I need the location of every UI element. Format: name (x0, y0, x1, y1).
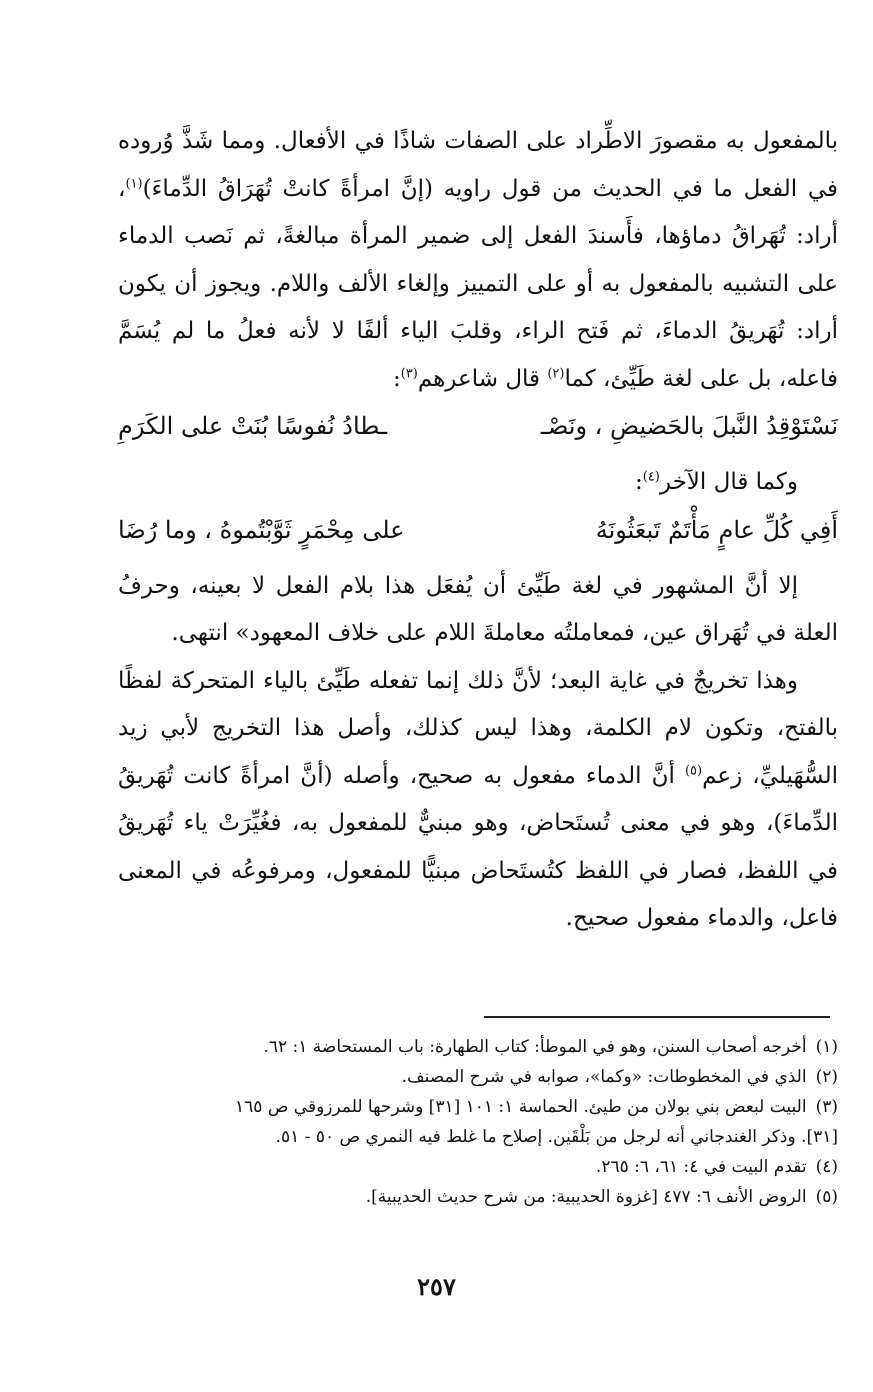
verse-second-hemistich: على مِحْمَرٍ ثَوَّبْتُموهُ ، وما رُضَا (118, 515, 405, 544)
footnote (118, 1182, 838, 1212)
verse-intro-text: : (634, 469, 643, 495)
main-text (118, 118, 838, 943)
footnote-number: (٥) (815, 1187, 838, 1207)
footnote-ref[interactable]: (٤) (642, 469, 660, 485)
paragraph-text: بالمفعول به مقصورَ الاطِّراد على الصفات شاذًا في الأفعال. ومما شَذَّ وُروده في الفعل ما في الحديث من قول راويه (إنَّ امرأةً كانتْ تُهَرَاقُ الدِّماءَ) (118, 128, 838, 202)
verse-first-hemistich: نَسْتَوْقِدُ النَّبلَ بالحَضيضِ ، ونَصْـ (540, 412, 838, 440)
paragraph-text: أنَّ الدماء مفعول به صحيح، وأصله (أنَّ امرأةً كانت تُهَريقُ الدِّماءَ)، وهو في معنى تُستَحاض، وهو مبنيٌّ للمفعول به، فغُيِّرَتْ ياء تُهَريقُ في اللفظ، فصار في اللفظ كتُستَحاض مبنيًّا للمفعول، ومرفوعُه في المعنى فاعل، والدماء مفعول صحيح. (118, 762, 838, 931)
paragraph-text: : (392, 365, 401, 392)
footnote-ref[interactable]: (٥) (684, 762, 703, 778)
footnote-number: (١) (815, 1037, 838, 1057)
footnote-ref[interactable]: (٣) (400, 365, 418, 381)
footnote-text: تقدم البيت في ٤: ٦١، ٦: ٢٦٥. (595, 1157, 807, 1177)
verse-intro (118, 459, 838, 507)
paragraph: إلا أنَّ المشهور في لغة طَيِّئ أن يُفعَل هذا بلام الفعل لا بعينه، وحرفُ العلة في تُهَراق عين، فمعاملتُه معاملةَ اللام على خلاف المعهود» انتهى. (118, 572, 838, 646)
footnote (118, 1092, 838, 1122)
paragraph (118, 118, 838, 403)
footnote-divider (484, 1016, 830, 1018)
paragraph-text: قال شاعرهم (417, 365, 548, 392)
paragraph (118, 658, 838, 943)
footnote-ref[interactable]: (١) (125, 175, 143, 191)
footnote-continuation: [٣١]. وذكر الغندجاني أنه لرجل من بَلْقَين. إصلاح ما غلط فيه النمري ص ٥٠ - ٥١. (275, 1127, 838, 1147)
footnote (118, 1062, 838, 1092)
verse-1 (118, 403, 838, 459)
footnote-text: الروض الأنف ٦: ٤٧٧ [غزوة الحديبية: من شرح حديث الحديبية]. (365, 1187, 807, 1207)
footnote-number: (٤) (815, 1157, 838, 1177)
footnotes (118, 1032, 838, 1212)
footnote (118, 1152, 838, 1182)
verse-second-hemistich: ـطادُ نُفوسًا بُنَتْ على الكَرَمِ (118, 412, 387, 440)
paragraph-text: ، أراد: تُهَراقُ دماؤها، فأَسندَ الفعل إلى ضمير المرأة مبالغةً، ثم نَصب الدماء على التشبيه بالمفعول به أو على التمييز وإلغاء الألف واللام. ويجوز أن يكون أراد: تُهَريقُ الدماءَ، ثم فَتح الراء، وقلبَ الياء ألفًا لا لأنه فعلُ ما لم يُسَمَّ فاعله، بل على لغة طَيِّئ، كما (118, 175, 838, 392)
verse-2 (118, 507, 838, 563)
footnote (118, 1032, 838, 1062)
footnote-text: أخرجه أصحاب السنن، وهو في الموطأ: كتاب الطهارة: باب المستحاضة ١: ٦٢. (263, 1037, 807, 1057)
footnote-text: الذي في المخطوطات: «وكما»، صوابه في شرح المصنف. (401, 1067, 807, 1087)
page-number: ٢٥٧ (417, 1272, 456, 1301)
footnote-number: (٣) (815, 1097, 838, 1117)
footnote-ref[interactable]: (٢) (547, 365, 565, 381)
verse-first-hemistich: أَفِي كُلِّ عامٍ مَأْتَمٌ تَبعَثُونَهُ (595, 515, 838, 544)
footnote-number: (٢) (815, 1067, 838, 1087)
verse-intro-text: وكما قال الآخر (659, 469, 798, 495)
paragraph-text: وهذا تخريجٌ في غاية البعد؛ لأنَّ ذلك إنما تفعله طَيِّئ بالياء المتحركة لفظًا بالفتح، وتكون لام الكلمة، وهذا ليس كذلك، وأصل هذا التخريج لأبي زيد السُّهَيليِّ، زعم (118, 667, 838, 789)
footnote-text: البيت لبعض بني بولان من طيئ. الحماسة ١: ١٠١ [٣١] وشرحها للمرزوقي ص ١٦٥ (235, 1097, 807, 1117)
